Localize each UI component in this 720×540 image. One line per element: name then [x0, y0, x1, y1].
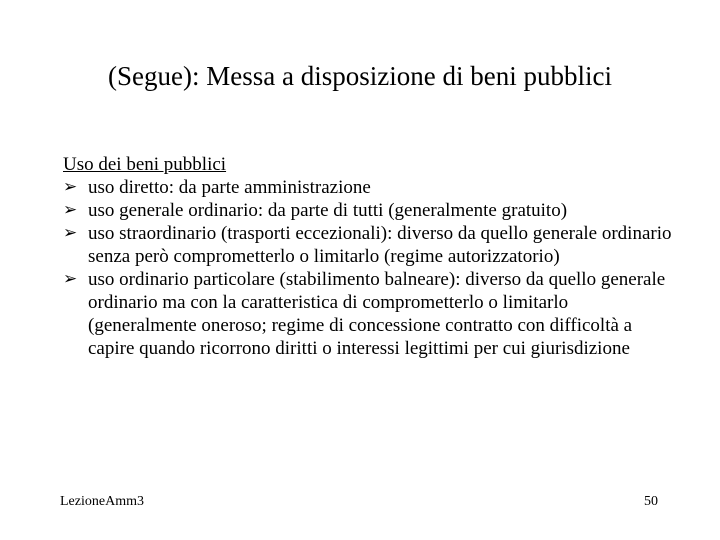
bullet-item: [63, 268, 673, 360]
bullet-text: uso straordinario (trasporti eccezionali): diverso da quello generale ordinario senza però comprometterlo o limitarlo (regime autorizzatorio): [88, 223, 672, 267]
slide-title: (Segue): Messa a disposizione di beni pubblici: [108, 61, 612, 91]
bullet-item: [63, 222, 673, 268]
page-number: 50: [644, 494, 658, 509]
bullet-text: uso generale ordinario: da parte di tutti (generalmente gratuito): [88, 200, 568, 221]
bullet-text: uso diretto: da parte amministrazione: [88, 177, 371, 198]
arrowhead-icon: ➢: [63, 177, 78, 197]
arrowhead-icon: ➢: [63, 269, 78, 289]
arrowhead-icon: ➢: [63, 200, 78, 220]
bullet-text: uso ordinario particolare (stabilimento balneare): diverso da quello generale ordinario ma con la caratteristica di comprometterlo o limitarlo (generalmente oneroso; regime di concessione contratto con difficoltà a capire quando ricorrono diritti o interessi legittimi per cui giurisdizione: [88, 269, 666, 359]
bullet-list: [63, 176, 673, 360]
arrowhead-icon: ➢: [63, 223, 78, 243]
section-heading: Uso dei beni pubblici: [63, 154, 227, 175]
footer-lesson-label: LezioneAmm3: [60, 494, 144, 509]
bullet-item: [63, 199, 673, 222]
bullet-item: [63, 176, 673, 199]
slide-body: [63, 153, 673, 360]
